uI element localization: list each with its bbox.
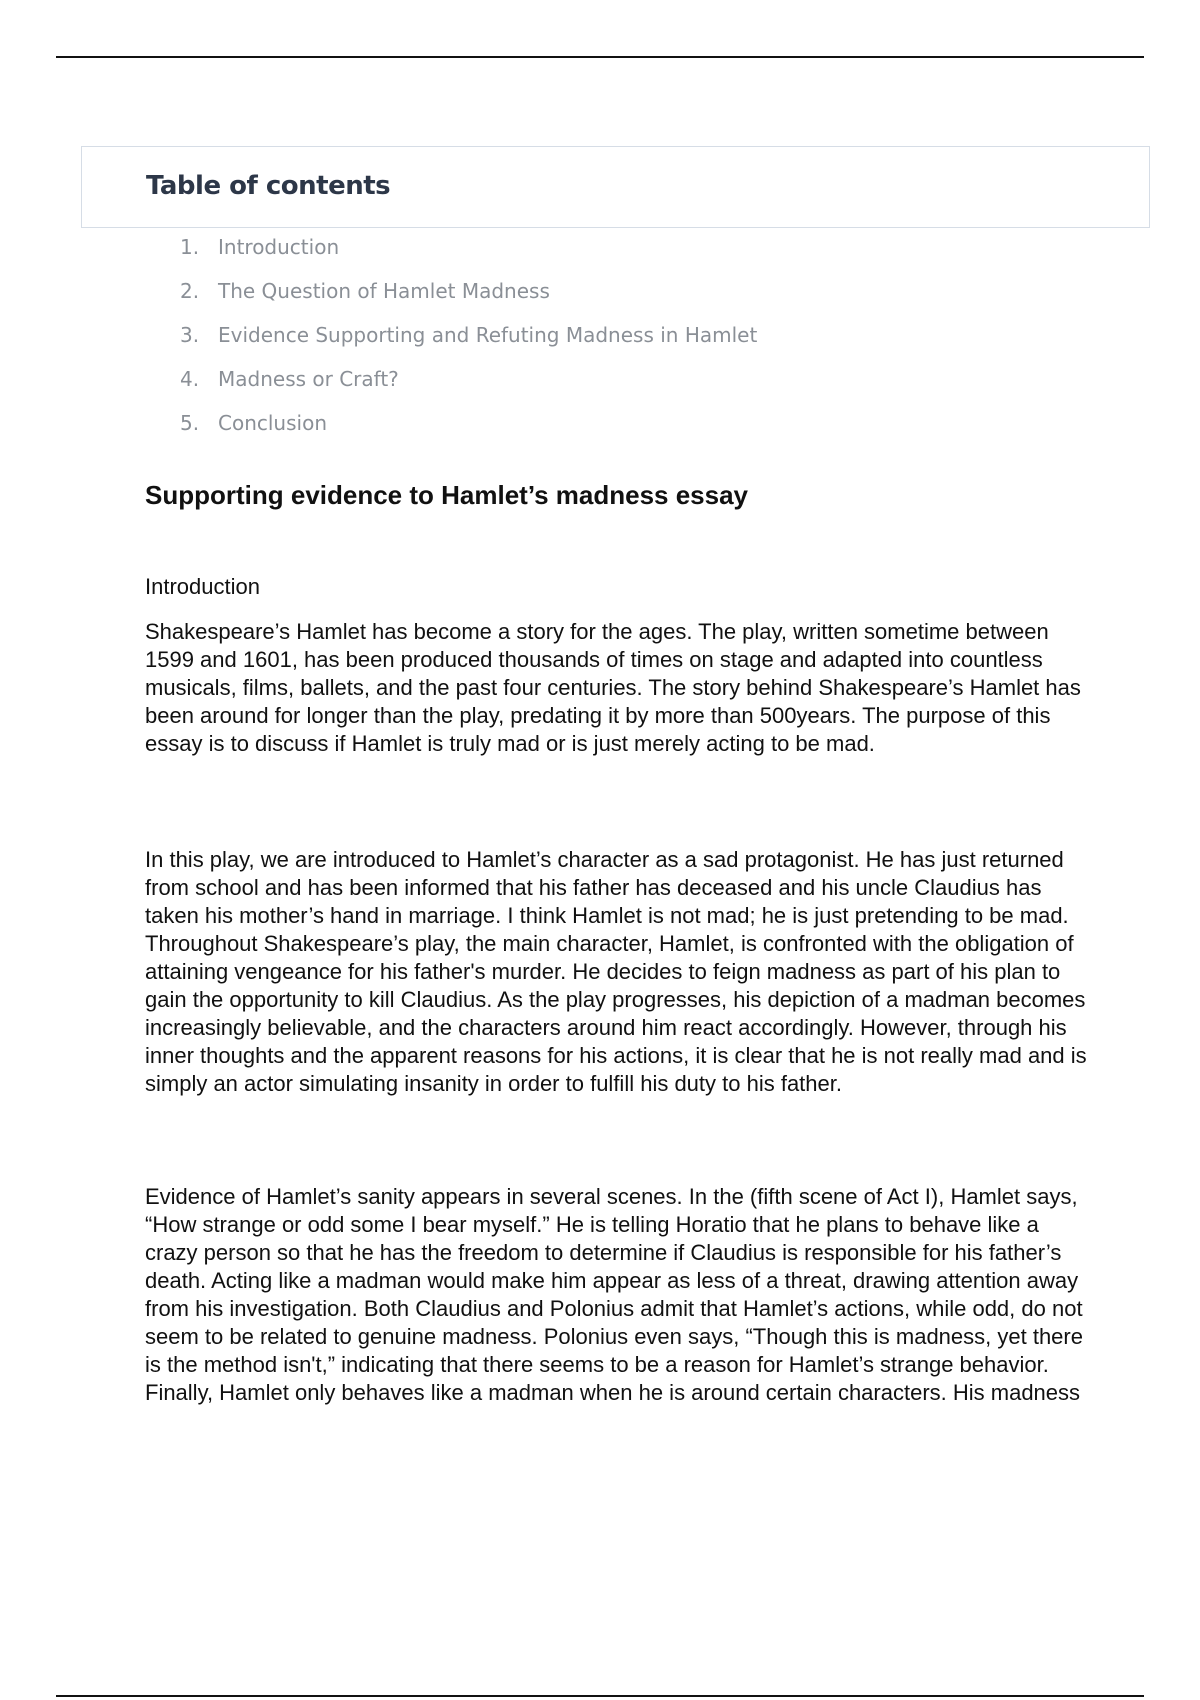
toc-link-conclusion[interactable]: Conclusion xyxy=(218,411,327,435)
toc-item[interactable] xyxy=(180,229,757,273)
toc-item-number: 3. xyxy=(180,323,200,347)
bottom-divider xyxy=(56,1695,1144,1697)
toc-item[interactable] xyxy=(180,273,757,317)
essay-paragraph: Shakespeare’s Hamlet has become a story for the ages. The play, written sometime between 1599 and 1601, has been produced thousands of times on stage and adapted into countless musicals, films, ballets, and the past four centuries. The story behind Shakespeare’s Hamlet has been around for longer than the play, predating it by more than 500years. The purpose of this essay is to discuss if Hamlet is truly mad or is just merely acting to be mad. xyxy=(145,619,1081,756)
toc-item[interactable] xyxy=(180,405,757,449)
toc-link-madness-or-craft[interactable]: Madness or Craft? xyxy=(218,367,399,391)
toc-list xyxy=(180,229,757,449)
toc-header-box xyxy=(81,146,1150,228)
essay-paragraph: In this play, we are introduced to Hamlet’s character as a sad protagonist. He has just returned from school and has been informed that his father has deceased and his uncle Claudius has taken his mother’s hand in marriage. I think Hamlet is not mad; he is just pretending to be mad. Throughout Shakespeare’s play, the main character, Hamlet, is confronted with the obligation of attaining vengeance for his father's murder. He decides to feign madness as part of his plan to gain the opportunity to kill Claudius. As the play progresses, his depiction of a madman becomes increasingly believable, and the characters around him react accordingly. However, through his inner thoughts and the apparent reasons for his actions, it is clear that he is not really mad and is simply an actor simulating insanity in order to fulfill his duty to his father. xyxy=(145,847,1087,1096)
toc-item-number: 5. xyxy=(180,411,200,435)
toc-item-number: 4. xyxy=(180,367,200,391)
toc-title: Table of contents xyxy=(146,171,391,201)
essay-paragraph: Evidence of Hamlet’s sanity appears in several scenes. In the (fifth scene of Act I), Hamlet says, “How strange or odd some I bear myself.” He is telling Horatio that he plans to behave like a crazy person so that he has the freedom to determine if Claudius is responsible for his father’s death. Acting like a madman would make him appear as less of a threat, drawing attention away from his investigation. Both Claudius and Polonius admit that Hamlet’s actions, while odd, do not seem to be related to genuine madness. Polonius even says, “Though this is madness, yet there is the method isn't,” indicating that there seems to be a reason for Hamlet’s strange behavior. Finally, Hamlet only behaves like a madman when he is around certain characters. His madness xyxy=(145,1184,1083,1405)
top-divider xyxy=(56,56,1144,58)
essay-heading: Supporting evidence to Hamlet’s madness essay xyxy=(145,480,749,510)
toc-item[interactable] xyxy=(180,361,757,405)
toc-item-number: 1. xyxy=(180,235,200,259)
toc-link-evidence[interactable]: Evidence Supporting and Refuting Madness in Hamlet xyxy=(218,323,758,347)
toc-item-number: 2. xyxy=(180,279,200,303)
section-label-introduction: Introduction xyxy=(145,574,260,599)
toc-link-question-of-madness[interactable]: The Question of Hamlet Madness xyxy=(218,279,550,303)
toc-link-introduction[interactable]: Introduction xyxy=(218,235,340,259)
toc-item[interactable] xyxy=(180,317,757,361)
